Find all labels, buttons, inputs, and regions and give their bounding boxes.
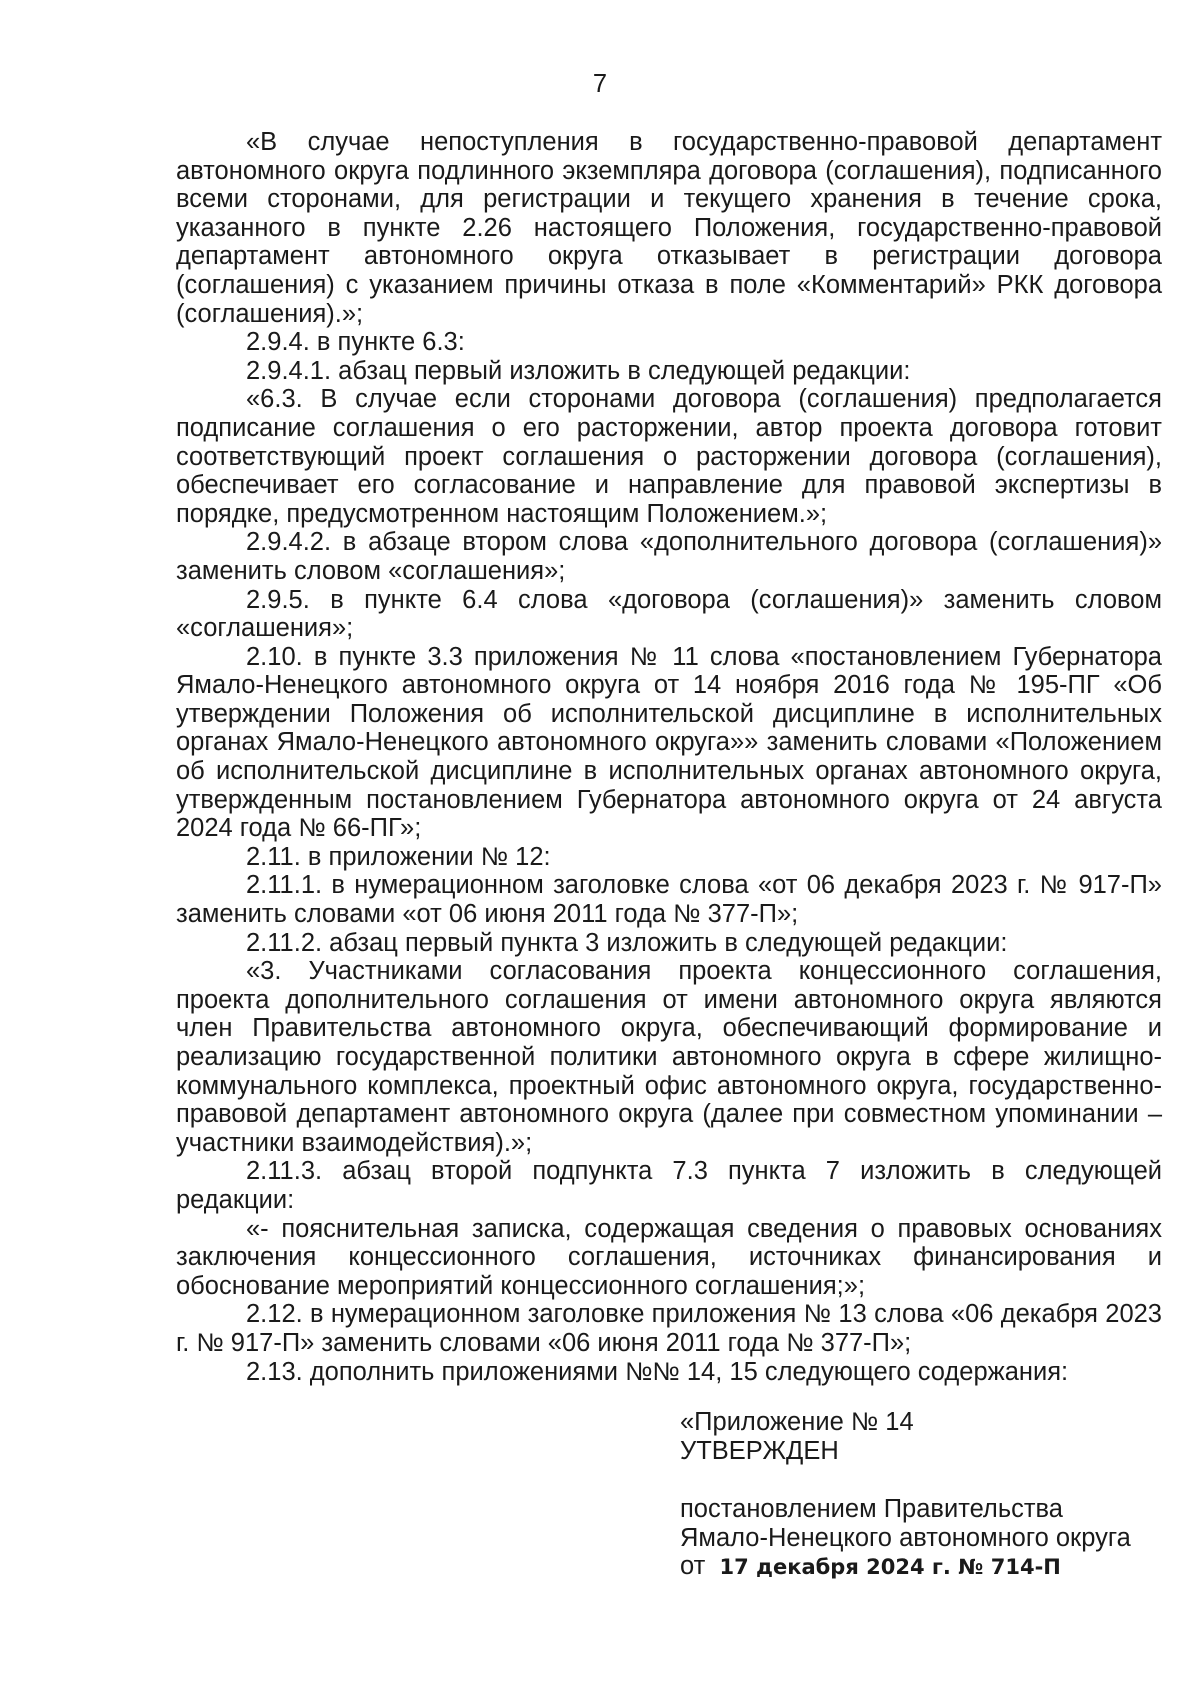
approval-block — [680, 1408, 1160, 1582]
paragraph: «6.3. В случае если сторонами договора (соглашения) предполагается подписание соглашения о его расторжении, автор проекта договора готовит соответствующий проект соглашения о расторжении договора (соглашения), обеспечивает его согласование и направление для правовой экспертизы в порядке, предусмотренном настоящим Положением.»; — [176, 385, 1162, 528]
approval-date: 17 декабря 2024 г. № 714-П — [719, 1555, 1061, 1580]
approval-authority: постановлением Правительства — [680, 1495, 1063, 1524]
paragraph: 2.12. в нумерационном заголовке приложения № 13 слова «06 декабря 2023 г. № 917-П» заменить словами «06 июня 2011 года № 377-П»; — [176, 1300, 1162, 1357]
paragraph: 2.11.1. в нумерационном заголовке слова «от 06 декабря 2023 г. № 917-П» заменить словами «от 06 июня 2011 года № 377-П»; — [176, 871, 1162, 929]
approval-authority-region: Ямало-Ненецкого автономного округа — [680, 1523, 1131, 1552]
paragraph: «- пояснительная записка, содержащая сведения о правовых основаниях заключения концессионного соглашения, источниках финансирования и обоснование мероприятий концессионного соглашения;»; — [176, 1214, 1162, 1300]
paragraph: 2.11. в приложении № 12: — [246, 842, 551, 871]
paragraph: 2.10. в пункте 3.3 приложения № 11 слова «постановлением Губернатора Ямало-Ненецкого автономного округа от 14 ноября 2016 года № 195-ПГ «Об утверждении Положения об исполнительской дисциплине в исполнительных органах Ямало-Ненецкого автономного округа»» заменить словами «Положением об исполнительской дисциплине в исполнительных органах автономного округа, утвержденным постановлением Губернатора автономного округа от 24 августа 2024 года № 66-ПГ»; — [176, 642, 1162, 843]
date-prefix: от — [680, 1552, 706, 1581]
paragraph: 2.9.5. в пункте 6.4 слова «договора (соглашения)» заменить словом «соглашения»; — [176, 585, 1162, 643]
document-body — [176, 128, 1162, 1386]
spacer — [680, 1465, 1160, 1495]
paragraph: 2.9.4.2. в абзаце втором слова «дополнительного договора (соглашения)» заменить словом «соглашения»; — [176, 528, 1162, 585]
paragraph: 2.11.2. абзац первый пункта 3 изложить в следующей редакции: — [246, 928, 1008, 957]
paragraph: «3. Участниками согласования проекта концессионного соглашения, проекта дополнительного соглашения от имени автономного округа являются член Правительства автономного округа, обеспечивающий формирование и реализацию государственной политики автономного округа в сфере жилищно-коммунального комплекса, проектный офис автономного округа, государственно-правовой департамент автономного округа (далее при совместном упоминании – участники взаимодействия).»; — [176, 957, 1162, 1157]
paragraph: 2.11.3. абзац второй подпункта 7.3 пункта 7 изложить в следующей редакции: — [176, 1157, 1162, 1214]
paragraph: 2.13. дополнить приложениями №№ 14, 15 следующего содержания: — [246, 1357, 1069, 1386]
paragraph: 2.9.4. в пункте 6.3: — [246, 328, 465, 357]
paragraph: 2.9.4.1. абзац первый изложить в следующей редакции: — [246, 356, 911, 385]
paragraph: «В случае непоступления в государственно-правовой департамент автономного округа подлинного экземпляра договора (соглашения), подписанного всеми сторонами, для регистрации и текущего хранения в течение срока, указанного в пункте 2.26 настоящего Положения, государственно-правовой департамент автономного округа отказывает в регистрации договора (соглашения) с указанием причины отказа в поле «Комментарий» РКК договора (соглашения).»; — [176, 128, 1162, 328]
approved-label: УТВЕРЖДЕН — [680, 1436, 839, 1465]
appendix-label: «Приложение № 14 — [680, 1408, 914, 1436]
page-number: 7 — [592, 70, 608, 98]
approval-date-line — [680, 1552, 1160, 1582]
